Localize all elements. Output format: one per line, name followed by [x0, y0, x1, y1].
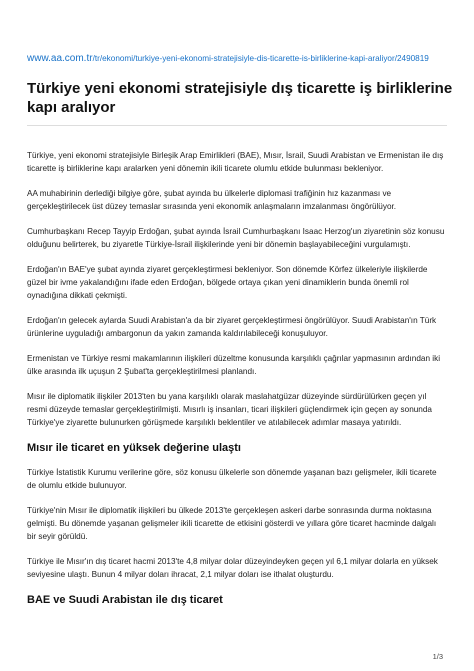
article-body [27, 150, 447, 619]
paragraph: Erdoğan'ın BAE'ye şubat ayında ziyaret gerçekleştirmesi bekleniyor. Son dönemde Körfez ülkeleriyle ilişkilerde güzel bir ivme yakalandığını ifade eden Erdoğan, bölgede ortaya çıkan yeni dinamiklerin bunda önemli rol oynadığına dikkati çekmişti. [27, 265, 428, 300]
paragraph: AA muhabirinin derlediği bilgiye göre, şubat ayında bu ülkelerle diplomasi trafiğinin hız kazanması ve gerçekleştirilecek üst düzey temaslar sırasında yeni ekonomik anlaşmaların imzalanması öngörülüyor. [27, 189, 397, 211]
paragraph: Erdoğan'ın gelecek aylarda Suudi Arabistan'a da bir ziyaret gerçekleştirmesi öngörülüyor. Suudi Arabistan'ın Türk ürünlerine uyguladığı ambargonun da yakın zamanda kaldırılabileceği konuşuluyor. [27, 316, 437, 338]
page-number: 1/3 [432, 652, 443, 661]
paragraph: Mısır ile diplomatik ilişkiler 2013'ten bu yana karşılıklı olarak maslahatgüzar düzeyinde sürdürülürken geçen yıl resmi düzeyde temaslar gerçekleştirilmişti. Mısırlı iş insanları, ticari ilişkileri güçlendirmek için geçen ay sonunda Türkiye'ye ziyarette bulunurken görüşmede karşılıklı beklentiler ve atılabilecek adımlar masaya yatırıldı. [27, 392, 432, 427]
paragraph: Türkiye ile Mısır'ın dış ticaret hacmi 2013'te 4,8 milyar dolar düzeyindeyken geçen yıl 6,1 milyar dolarla en yüksek seviyesine ulaştı. Bunun 4 milyar doları ihracat, 2,1 milyar doları ise ithalat oluşturdu. [27, 557, 438, 580]
paragraph: Türkiye İstatistik Kurumu verilerine göre, söz konusu ülkelerle son dönemde yaşanan bazı gelişmeler, ikili ticarete de olumlu etkide bulunuyor. [27, 468, 437, 491]
source-url[interactable] [27, 53, 429, 64]
section-heading: BAE ve Suudi Arabistan ile dış ticaret [27, 594, 223, 607]
title-divider [27, 125, 447, 126]
paragraph: Ermenistan ve Türkiye resmi makamlarının ilişkileri düzeltme konusunda karşılıklı çağrılar yapmasının ardından iki ülke arasında ilk uçuşun 2 Şubat'ta gerçekleştirilmesi planlandı. [27, 354, 441, 377]
section-heading: Mısır ile ticaret en yüksek değerine ulaştı [27, 442, 241, 455]
url-host[interactable]: www.aa.com.tr [27, 53, 93, 64]
url-path[interactable]: /tr/ekonomi/turkiye-yeni-ekonomi-stratejisiyle-dis-ticarette-is-birliklerine-kapi-araliyor/2490819 [92, 54, 429, 63]
article-title: Türkiye yeni ekonomi stratejisiyle dış ticarette iş birliklerine kapı aralıyor [27, 80, 453, 116]
paragraph: Cumhurbaşkanı Recep Tayyip Erdoğan, şubat ayında İsrail Cumhurbaşkanı Isaac Herzog'un ziyaretinin söz konusu olduğunu belirterek, bu ziyaretle Türkiye-İsrail ilişkilerinde yeni bir dönemin başlayabileceğini vurgulamıştı. [27, 227, 445, 249]
paragraph: Türkiye'nin Mısır ile diplomatik ilişkileri bu ülkede 2013'te gerçekleşen askeri darbe sonrasında durma noktasına gelmişti. Bu dönemde yaşanan gelişmeler ikili ticarette de etkisini gösterdi ve yıllara göre ticaret hacminde dalgalı bir seyir görüldü. [27, 506, 437, 541]
paragraph: Türkiye, yeni ekonomi stratejisiyle Birleşik Arap Emirlikleri (BAE), Mısır, İsrail, Suudi Arabistan ve Ermenistan ile dış ticarette iş birliklerine kapı aralarken yeni dönemin ikili ticarete olumlu etkide bulunması bekleniyor. [27, 151, 444, 173]
